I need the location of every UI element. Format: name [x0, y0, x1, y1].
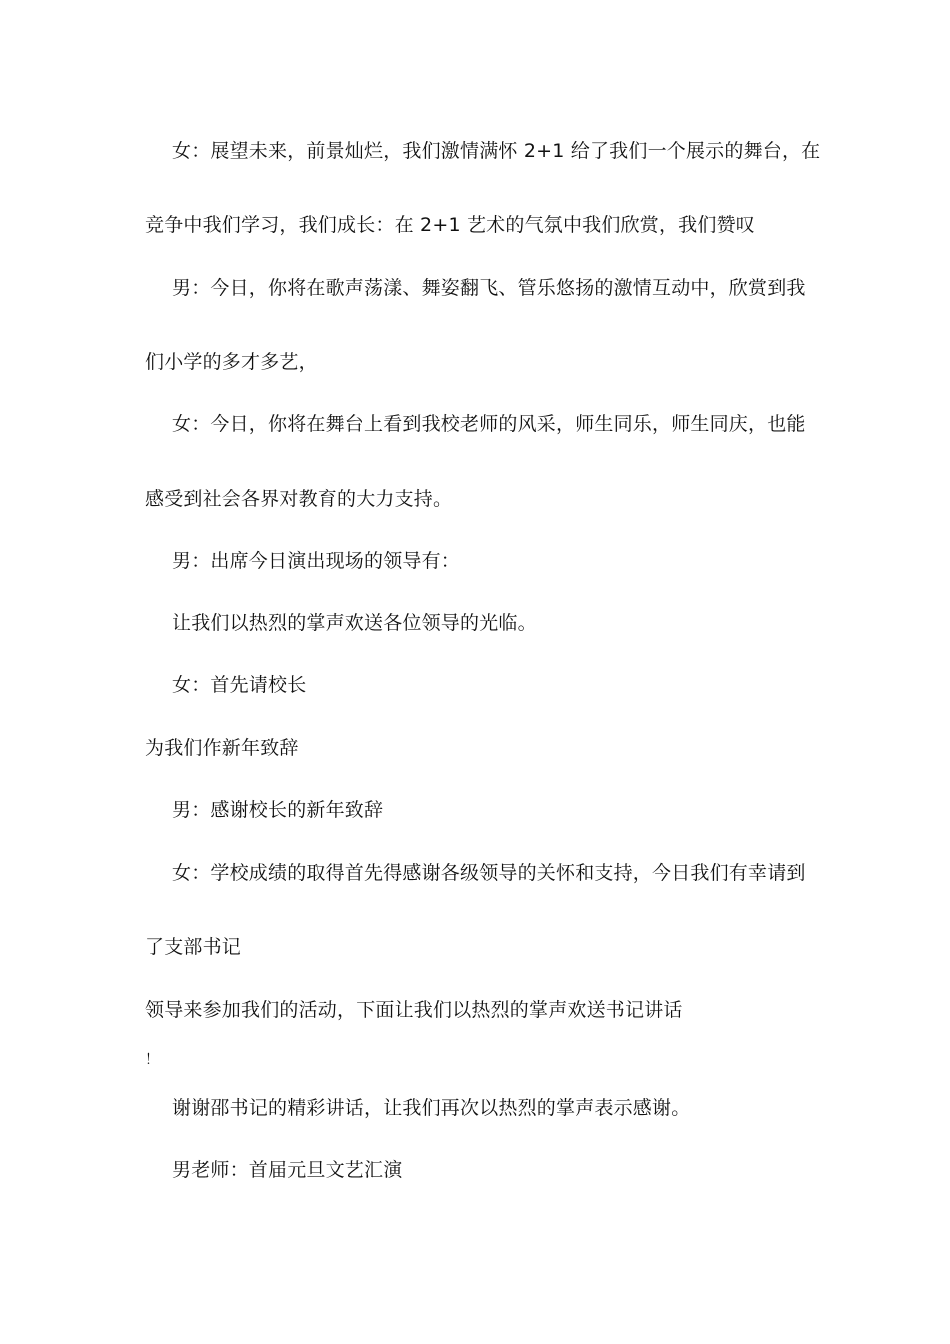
text-line: 男：感谢校长的新年致辞 [172, 799, 384, 821]
text-line: 男：今日，你将在歌声荡漾、舞姿翻飞、管乐悠扬的激情互动中，欣赏到我 [172, 277, 806, 299]
text-line: 让我们以热烈的掌声欢送各位领导的光临。 [172, 612, 537, 634]
text-line: 领导来参加我们的活动，下面让我们以热烈的掌声欢送书记讲话 [145, 999, 683, 1021]
text-line: 竞争中我们学习，我们成长：在 2+1 艺术的气氛中我们欣赏，我们赞叹 [145, 214, 755, 236]
text-line: 谢谢邵书记的精彩讲话，让我们再次以热烈的掌声表示感谢。 [172, 1097, 691, 1119]
text-line: 女：今日，你将在舞台上看到我校老师的风采，师生同乐，师生同庆，也能 [172, 413, 806, 435]
text-line: 为我们作新年致辞 [145, 737, 299, 759]
text-line: 女：展望未来，前景灿烂，我们激情满怀 2+1 给了我们一个展示的舞台，在 [172, 140, 821, 162]
text-line: 了支部书记 [145, 936, 242, 958]
text-line: 男老师：首届元旦文艺汇演 [172, 1159, 403, 1181]
text-line: 感受到社会各界对教育的大力支持。 [145, 488, 453, 510]
text-line: 女：学校成绩的取得首先得感谢各级领导的关怀和支持，今日我们有幸请到 [172, 862, 806, 884]
text-line: 们小学的多才多艺， [145, 351, 318, 373]
exclamation-mark: ！ [145, 1052, 160, 1068]
text-line: 女：首先请校长 [172, 674, 307, 696]
text-line: 男：出席今日演出现场的领导有： [172, 550, 461, 572]
